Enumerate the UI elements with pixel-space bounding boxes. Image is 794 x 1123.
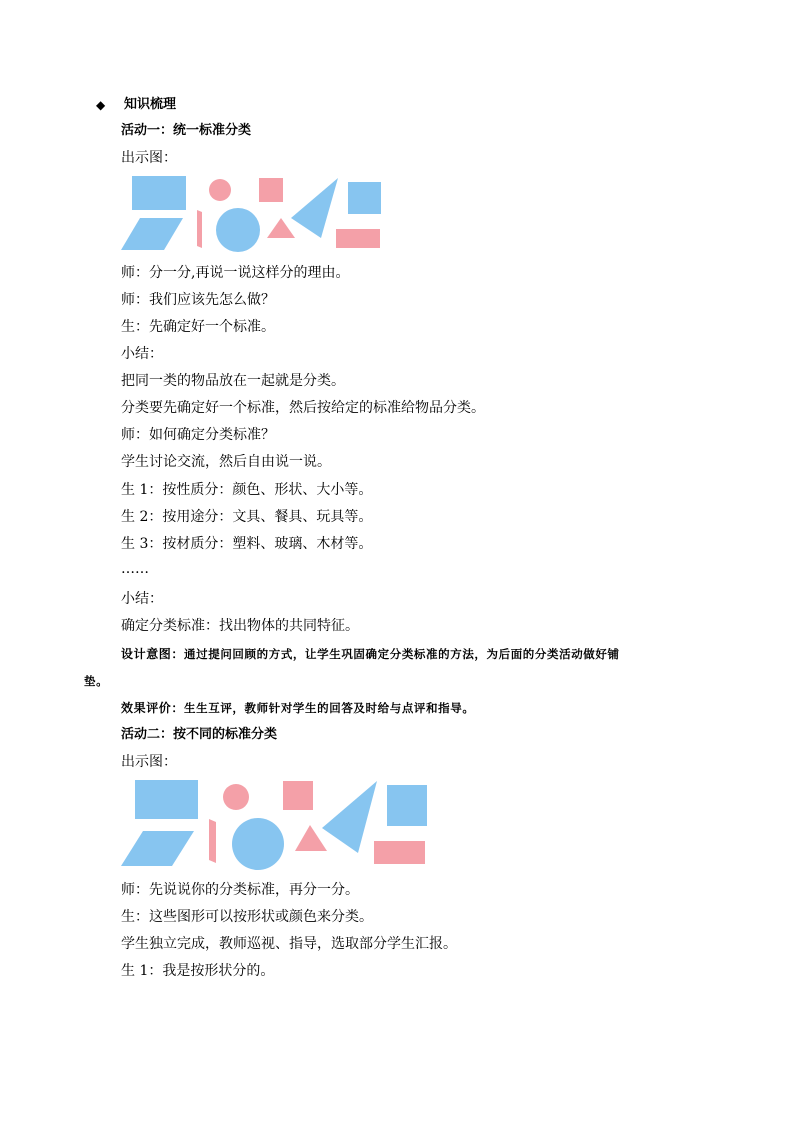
text-line: 分类要先确定好一个标准，然后按给定的标准给物品分类。 (121, 400, 485, 416)
activity1-show-label: 出示图： (121, 150, 177, 166)
text-line: 学生讨论交流，然后自由说一说。 (121, 454, 331, 470)
activity1-title: 活动一：统一标准分类 (121, 123, 252, 138)
text-line: 生 1：按性质分：颜色、形状、大小等。 (121, 482, 373, 498)
text-line: 生 2：按用途分：文具、餐具、玩具等。 (121, 509, 373, 525)
text-line: 把同一类的物品放在一起就是分类。 (121, 373, 345, 389)
blue-parallelogram (121, 218, 183, 250)
text-line: 生：先确定好一个标准。 (121, 319, 275, 335)
effect-evaluation-label: 效果评价： (121, 701, 185, 715)
blue-triangle (291, 178, 338, 238)
blue-rectangle (132, 176, 186, 210)
design-intent-continued: 垫。 (84, 674, 109, 688)
activity2-title: 活动二：按不同的标准分类 (121, 727, 278, 742)
text-line: 生：这些图形可以按形状或颜色来分类。 (121, 909, 373, 925)
pink-triangle (267, 218, 295, 238)
text-line: 确定分类标准：找出物体的共同特征。 (121, 618, 359, 634)
pink-rectangle (374, 841, 425, 864)
shapes-figure-1 (120, 174, 384, 252)
effect-evaluation-text: 生生互评，教师针对学生的回答及时给与点评和指导。 (184, 701, 475, 715)
shapes-figure-2 (120, 777, 432, 871)
effect-evaluation-line (121, 698, 474, 718)
text-line: 师：分一分,再说一说这样分的理由。 (121, 265, 350, 281)
design-intent-text: 通过提问回顾的方式，让学生巩固确定分类标准的方法，为后面的分类活动做好铺 (184, 647, 620, 661)
text-line: 师：先说说你的分类标准，再分一分。 (121, 882, 359, 898)
text-line: 生 3：按材质分：塑料、玻璃、木材等。 (121, 536, 373, 552)
design-intent-label: 设计意图： (121, 647, 185, 661)
pink-triangle (295, 825, 327, 851)
text-line: 小结： (121, 346, 163, 362)
design-intent-line (121, 644, 620, 664)
pink-square (283, 781, 313, 810)
text-line: 小结： (121, 591, 163, 607)
blue-square (348, 182, 381, 214)
text-line: 师：如何确定分类标准？ (121, 427, 275, 443)
text-line: 生 1：我是按形状分的。 (121, 963, 275, 979)
pink-thin-bar (197, 210, 202, 248)
blue-rectangle (135, 780, 198, 819)
pink-small-circle (223, 784, 249, 810)
pink-rectangle (336, 229, 380, 248)
blue-triangle (322, 781, 377, 853)
blue-circle (232, 818, 284, 870)
bullet-diamond-icon: ◆ (96, 98, 106, 112)
text-line: 学生独立完成，教师巡视、指导，选取部分学生汇报。 (121, 936, 457, 952)
pink-small-circle (209, 179, 231, 201)
pink-thin-bar (209, 819, 216, 863)
blue-square (387, 785, 427, 826)
section-title: 知识梳理 (124, 97, 177, 112)
ellipsis-line: …… (121, 561, 149, 577)
pink-square (259, 178, 283, 202)
blue-circle (216, 208, 260, 252)
activity2-show-label: 出示图： (121, 754, 177, 770)
blue-parallelogram (121, 831, 194, 866)
text-line: 师：我们应该先怎么做？ (121, 292, 275, 308)
